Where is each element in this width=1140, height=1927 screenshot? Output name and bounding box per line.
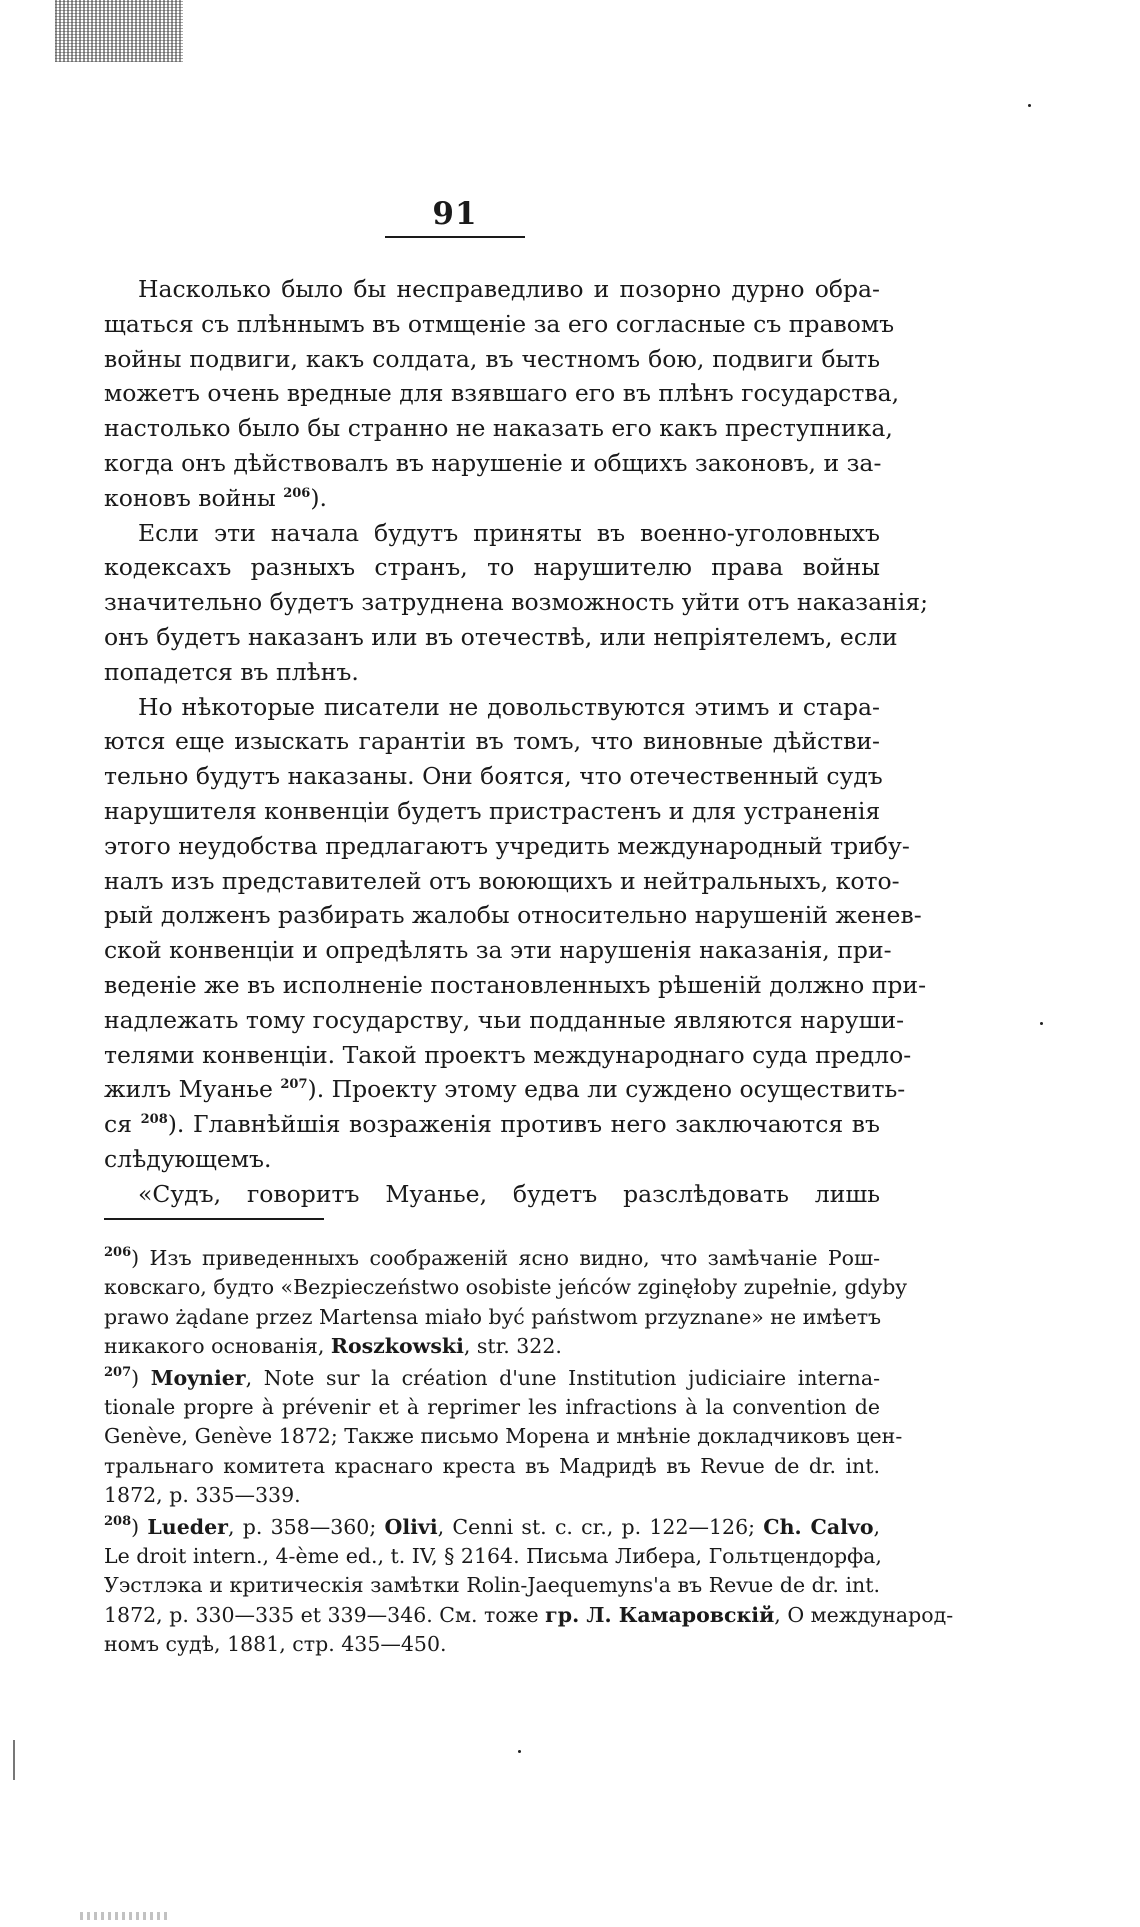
text-line: настолько было бы странно не наказать его какъ преступника, (104, 414, 893, 443)
scan-dust (518, 1750, 521, 1753)
footnote-mark: 208 (104, 1513, 132, 1529)
text-line (104, 1513, 880, 1542)
paragraph (104, 1177, 880, 1212)
text-line: когда онъ дѣйствовалъ въ нарушеніе и общихъ законовъ, и за- (104, 448, 882, 477)
author-name: Roszkowski (330, 1334, 464, 1359)
text-line: Le droit intern., 4-ème ed., t. IV, § 2164. Письма Либера, Гольтцендорфа, (104, 1544, 882, 1569)
footnote-ref: 208 (140, 1112, 168, 1128)
text-fragment: ) Изъ приведенныхъ соображеній ясно видно, что замѣчаніе Рош- (131, 1246, 880, 1270)
text-line: веденіе же въ исполненіе постановленныхъ рѣшеній должно при- (104, 970, 927, 999)
scan-edge (13, 1740, 15, 1780)
text-fragment: , О международ- (774, 1602, 954, 1627)
text-line: телями конвенціи. Такой проектъ международнаго суда предло- (104, 1040, 912, 1069)
text-fragment: ). Проекту этому едва ли суждено осуществить- (307, 1075, 906, 1104)
text-line: щаться съ плѣннымъ въ отмщеніе за его согласные съ правомъ (104, 309, 895, 338)
paragraph (104, 272, 900, 516)
text-fragment: , Note sur la création d'une Institution judiciaire interna- (245, 1365, 881, 1390)
text-line: prawo żądane przez Martensa miało być państwom przyznane» не имѣетъ (104, 1304, 882, 1329)
text-line: tionale propre à prévenir et à reprimer les infractions à la convention de (104, 1395, 880, 1420)
text-line: Genève, Genève 1872; Также письмо Морена и мнѣніе докладчиковъ цен- (104, 1424, 903, 1449)
text-line: кодексахъ разныхъ странъ, то нарушителю права войны (104, 553, 880, 582)
text-line (104, 1072, 906, 1107)
footnote-rule (104, 1218, 324, 1220)
footnote-mark: 206 (104, 1245, 132, 1260)
text-line: Если эти начала будутъ приняты въ военно-уголовныхъ (138, 518, 880, 547)
scan-dust (1028, 104, 1031, 107)
footnote-207 (104, 1364, 903, 1511)
text-fragment: жилъ Муанье (104, 1075, 273, 1104)
text-line: тельно будутъ наказаны. Они боятся, что отечественный судъ (104, 762, 883, 791)
text-line: онъ будетъ наказанъ или въ отечествѣ, или непріятелемъ, если (104, 622, 898, 651)
text-line: ковскаго, будто «Bezpieczeństwo osobiste jeńców zginęłoby zupełnie, gdyby (104, 1275, 907, 1300)
author-name: Olivi (384, 1514, 438, 1539)
text-line: Но нѣкоторые писатели не довольствуются этимъ и стара- (138, 692, 880, 721)
text-fragment: , p. 358—360; (227, 1514, 385, 1539)
paragraph (104, 690, 927, 1177)
main-text (104, 272, 929, 1212)
text-line: 1872, p. 335—339. (104, 1483, 301, 1508)
text-fragment: 1872, p. 330—335 et 339—346. См. тоже (104, 1602, 546, 1627)
text-line (104, 481, 880, 516)
footnote-208 (104, 1513, 954, 1660)
footnotes (104, 1244, 954, 1662)
text-line (104, 1332, 880, 1361)
text-line: тральнаго комитета краснаго креста въ Мадридѣ въ Revue de dr. int. (104, 1453, 880, 1478)
text-line: ются еще изыскать гарантіи въ томъ, что виновные дѣйстви- (104, 727, 880, 756)
text-fragment: , str. 322. (463, 1334, 562, 1359)
author-name: Moynier (150, 1365, 246, 1390)
text-line (104, 1107, 880, 1142)
scan-smudge (80, 1912, 170, 1920)
text-line: Уэстлэка и критическія замѣтки Rolin-Jaequemyns'a въ Revue de dr. int. (104, 1573, 880, 1598)
text-line (104, 1244, 880, 1273)
author-name: Lueder (147, 1514, 228, 1539)
footnote-206 (104, 1244, 907, 1362)
text-line: значительно будетъ затруднена возможность уйти отъ наказанія; (104, 588, 929, 617)
text-fragment: ) (131, 1514, 148, 1539)
page-number: 91 (432, 196, 478, 232)
text-line: этого неудобства предлагаютъ учредить международный трибу- (104, 831, 910, 860)
text-line: «Судъ, говоритъ Муанье, будетъ разслѣдовать лишь (138, 1179, 880, 1208)
text-line: Насколько было бы несправедливо и позорно дурно обра- (138, 275, 880, 303)
text-line: надлежать тому государству, чьи подданные являются наруши- (104, 1005, 905, 1034)
text-line: слѣдующемъ. (104, 1144, 272, 1173)
text-fragment: никакого основанія, (104, 1334, 331, 1359)
author-name: гр. Л. Камаровскій (545, 1602, 775, 1627)
text-fragment: , Cenni st. c. cr., p. 122—126; (437, 1514, 764, 1539)
text-line: ской конвенціи и опредѣлять за эти нарушенія наказанія, при- (104, 936, 892, 965)
author-name: Ch. Calvo (763, 1514, 874, 1539)
text-fragment: , (873, 1514, 881, 1539)
text-fragment: коновъ войны (104, 483, 276, 512)
paragraph (104, 516, 929, 690)
text-fragment: ). (310, 483, 327, 512)
text-line: налъ изъ представителей отъ воюющихъ и нейтральныхъ, кото- (104, 866, 900, 895)
text-line: номъ судѣ, 1881, стр. 435—450. (104, 1632, 447, 1657)
scan-dust (1040, 1022, 1043, 1025)
footnote-mark: 207 (104, 1364, 132, 1380)
page-number-rule (385, 236, 525, 238)
text-line (104, 1601, 954, 1630)
text-fragment: ся (104, 1110, 132, 1139)
text-fragment: ). Главнѣйшія возраженія противъ него заключаются въ (167, 1110, 880, 1139)
text-line: можетъ очень вредные для взявшаго его въ плѣнъ государства, (104, 379, 900, 408)
text-line: $^{207}$) Moynier, Note sur la création d'une Institution judiciaire interna- (104, 1364, 881, 1390)
text-line: рый долженъ разбирать жалобы относительно нарушеній женев- (104, 901, 922, 930)
text-line: войны подвиги, какъ солдата, въ честномъ бою, подвиги быть (104, 344, 880, 373)
scan-artifact (55, 0, 183, 62)
footnote-ref: 206 (283, 485, 311, 501)
footnote-ref: 207 (280, 1077, 308, 1093)
text-line: нарушителя конвенціи будетъ пристрастенъ и для устраненія (104, 796, 881, 825)
text-line: попадется въ плѣнъ. (104, 657, 359, 686)
